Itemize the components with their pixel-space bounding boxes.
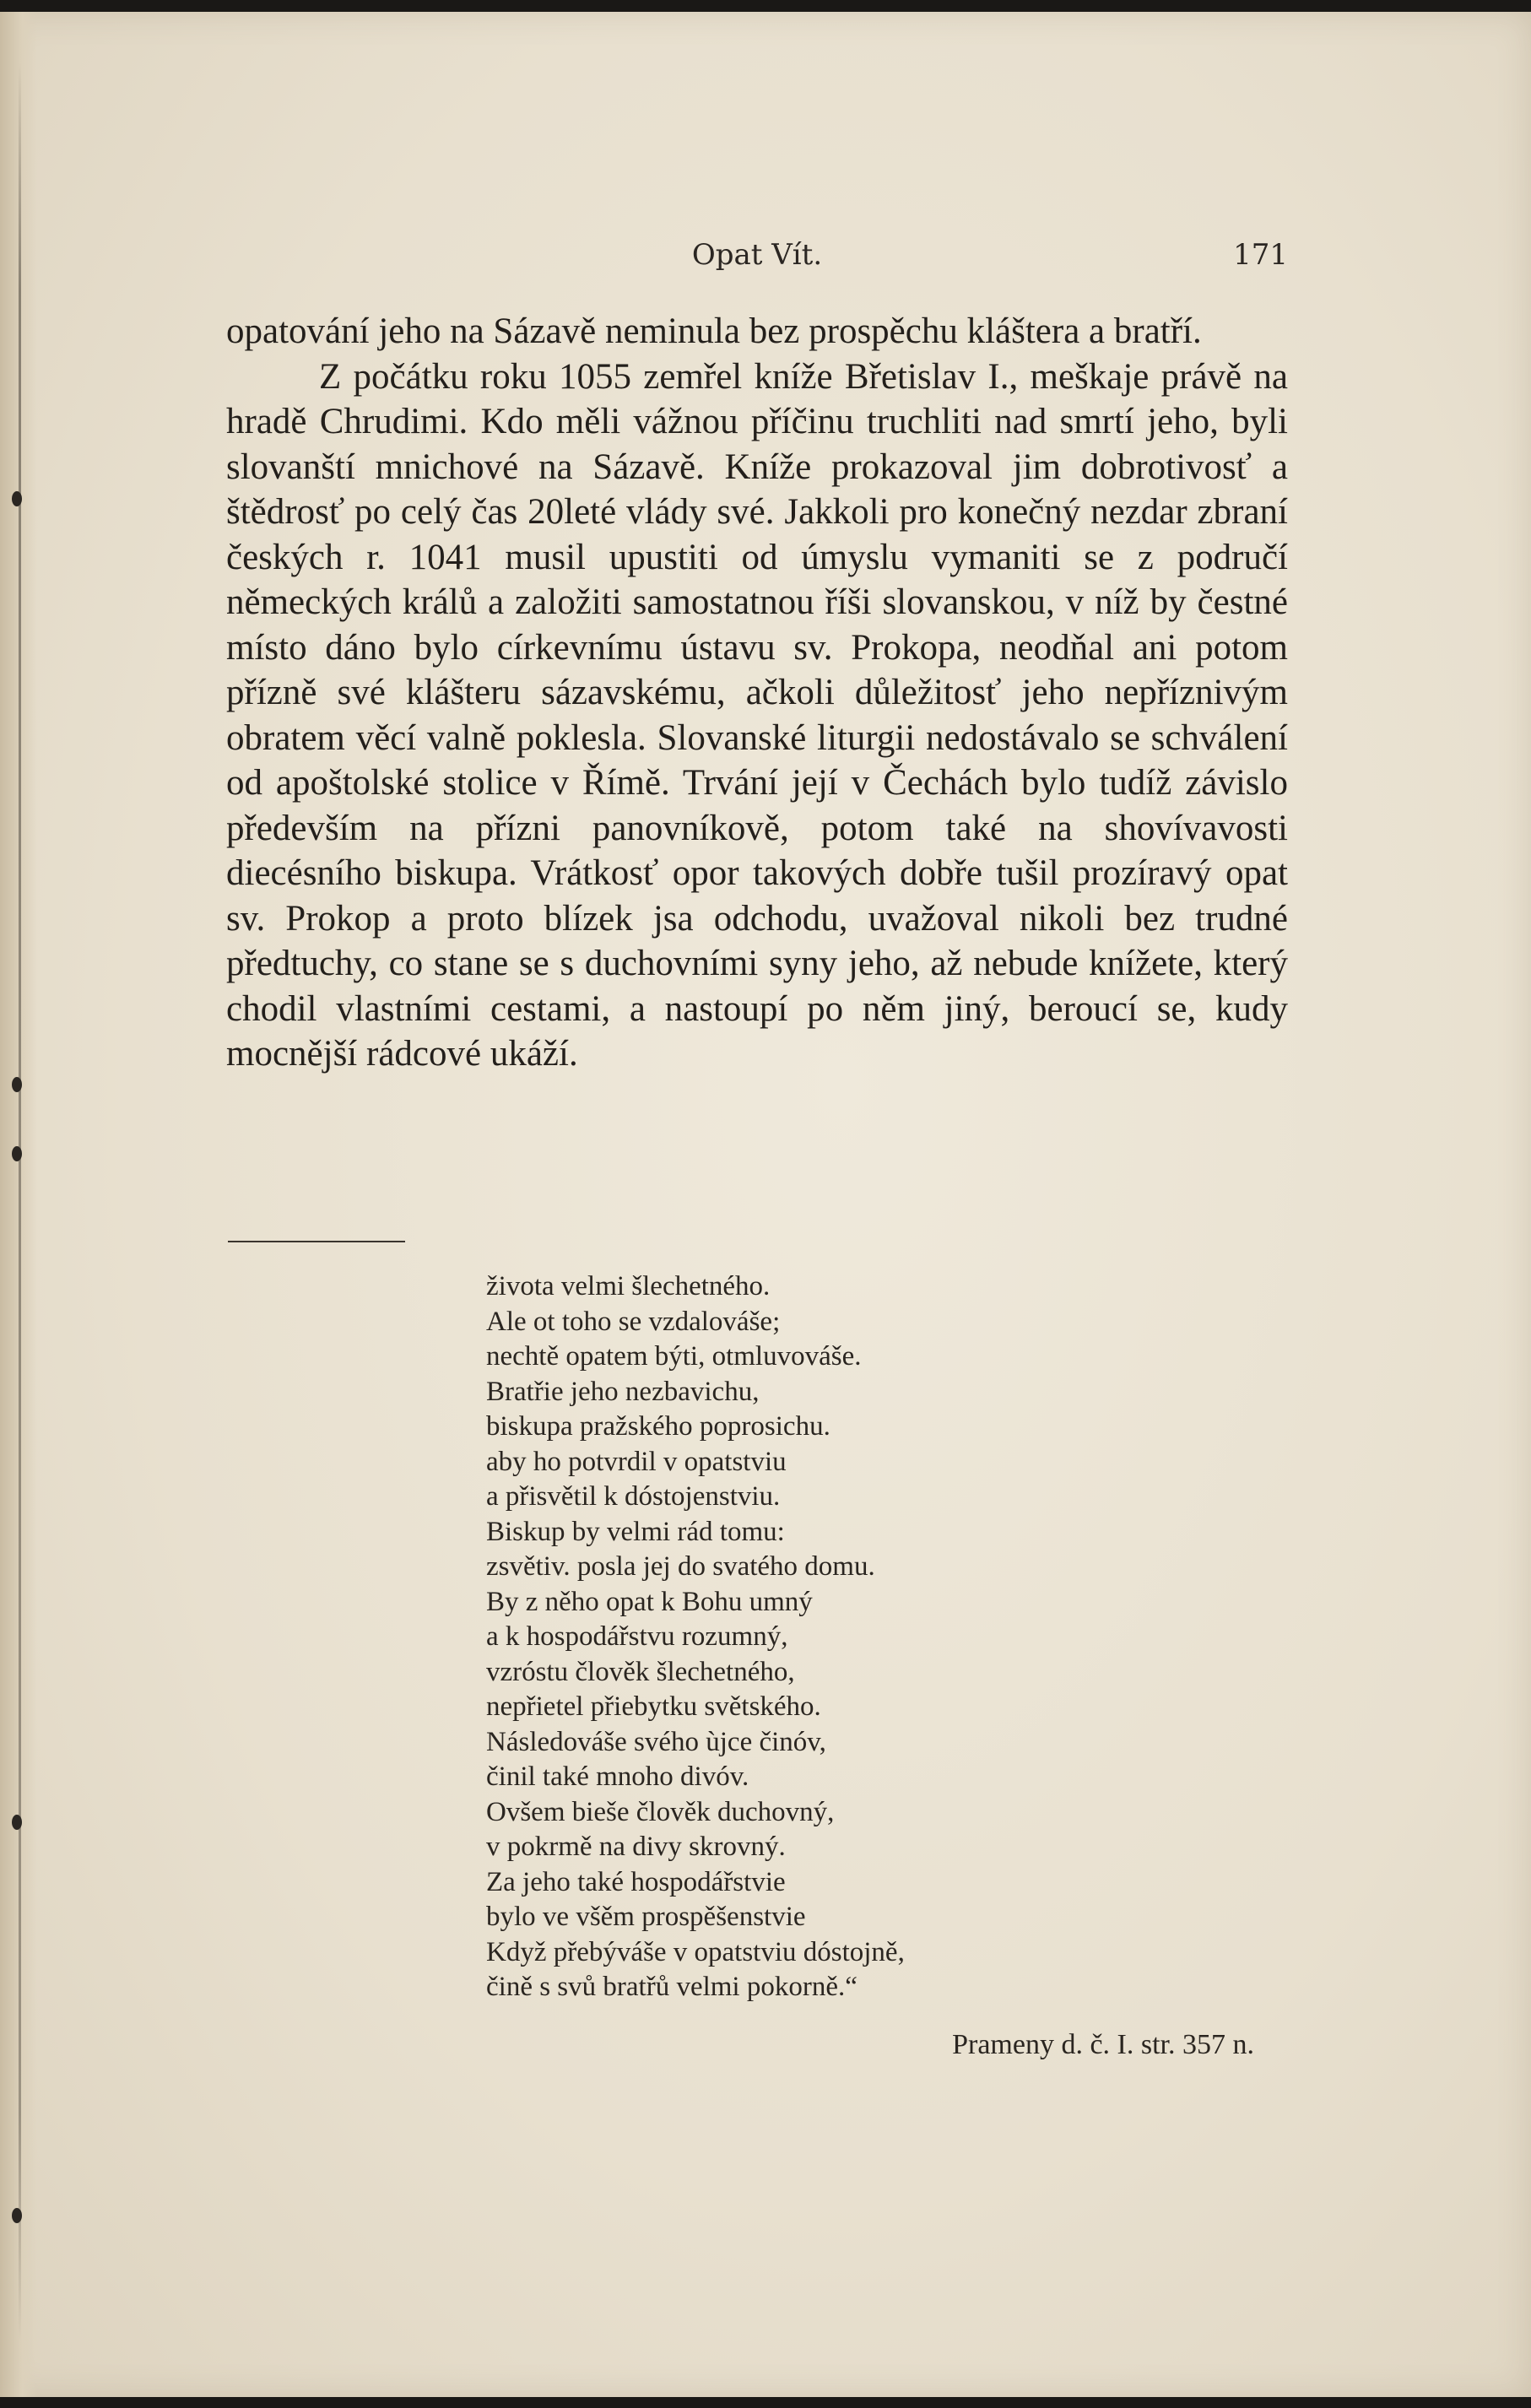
poem-line: bylo ve všěm prospěšenstvie bbox=[486, 1902, 806, 1932]
paragraph: opatování jeho na Sázavě neminula bez prospěchu kláštera a bratří. bbox=[226, 311, 1202, 351]
poem-line: života velmi šlechetného. bbox=[486, 1271, 771, 1301]
binding-mark bbox=[12, 2208, 22, 2223]
poem-line: nepřietel přiebytku světského. bbox=[486, 1691, 821, 1722]
poem-line: Biskup by velmi rád tomu: bbox=[486, 1516, 785, 1547]
poem-line: zsvětiv. posla jej do svatého domu. bbox=[486, 1551, 875, 1582]
poem-line: Za jeho také hospodářstvie bbox=[486, 1866, 786, 1897]
poem-line: aby ho potvrdil v opatstviu bbox=[486, 1446, 787, 1477]
poem-line: biskupa pražského poprosichu. bbox=[486, 1411, 830, 1442]
binding-mark bbox=[12, 1146, 22, 1161]
footnote-source: Prameny d. č. I. str. 357 n. bbox=[952, 2029, 1254, 2060]
paragraph: Z počátku roku 1055 zemřel kníže Břetislav I., meškaje právě na hradě Chrudimi. Kdo měli vážnou příčinu truchliti nad smrtí jeho, byli slovanští mnichové na Sázavě. Kníže prokazoval jim dobrotivosť a štědrosť po celý čas 20leté vlády své. Jakkoli pro konečný nezdar zbraní českých r. 1041 musil upustiti od úmyslu vymaniti se z područí německých králů a založiti samostatnou říši slovanskou, v níž by čestné místo dáno bylo církevnímu ústavu sv. Prokopa, neodňal ani potom přízně své klášteru sázavskému, ačkoli důležitosť jeho nepříznivým obratem věcí valně poklesla. Slovanské liturgii nedostávalo se schválení od apoštolské stolice v Římě. Trvání její v Čechách bylo tudíž závislo především na přízni panovníkově, potom také na shovívavosti diecésního biskupa. Vrátkosť opor takových dobře tušil prozíravý opat sv. Prokop a proto blízek jsa odchodu, uvažoval nikoli bez trudné předtuchy, co stane se s duchovními syny jeho, až nebude knížete, který chodil vlastními cestami, a nastoupí po něm jiný, beroucí se, kudy mocnější rádcové ukáží. bbox=[226, 356, 1288, 1074]
binding-mark bbox=[12, 1077, 22, 1092]
footnote-rule bbox=[228, 1241, 405, 1242]
running-title: Opat Vít. bbox=[691, 238, 823, 272]
poem-line: Ale ot toho se vzdalováše; bbox=[486, 1306, 781, 1337]
poem-line: Následováše svého ùjce činóv, bbox=[486, 1726, 826, 1757]
main-text bbox=[226, 309, 1288, 1077]
binding-mark bbox=[12, 1815, 22, 1830]
poem-line: By z něho opat k Bohu umný bbox=[486, 1586, 813, 1617]
binding-line bbox=[19, 62, 21, 2341]
poem-line: v pokrmě na divy skrovný. bbox=[486, 1832, 786, 1862]
poem-line: Když přebýváše v opatstviu dóstojně, bbox=[486, 1936, 905, 1967]
poem-line: Ovšem bieše člověk duchovný, bbox=[486, 1796, 835, 1827]
page-number: 171 bbox=[1233, 238, 1288, 272]
poem-line: nechtě opatem býti, otmluvováše. bbox=[486, 1341, 862, 1372]
poem-line: a k hospodářstvu rozumný, bbox=[486, 1621, 788, 1652]
poem-line: vzróstu člověk šlechetného, bbox=[486, 1656, 795, 1687]
poem-line: Bratřie jeho nezbavichu, bbox=[486, 1376, 760, 1407]
running-header bbox=[226, 238, 1288, 280]
binding-mark bbox=[12, 491, 22, 506]
poem-line: čině s svů bratřů velmi pokorně.“ bbox=[486, 1972, 857, 2002]
poem-line: činil také mnoho divóv. bbox=[486, 1761, 749, 1792]
footnote-poem bbox=[486, 1269, 1296, 2005]
poem-line: a přisvětil k dóstojenstviu. bbox=[486, 1481, 781, 1512]
book-page bbox=[0, 12, 1531, 2397]
